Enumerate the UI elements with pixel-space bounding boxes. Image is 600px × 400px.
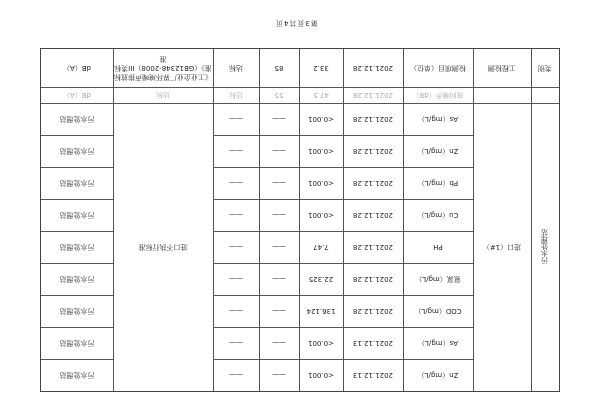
row-5-date: 2021.12.28 (352, 243, 394, 252)
header-project: 工程检测 (488, 64, 516, 73)
row-divider (213, 263, 473, 264)
row-5-judgement: —— (229, 243, 243, 252)
header-item: 检测项目（单位） (410, 64, 466, 73)
column-divider (343, 49, 344, 391)
row-3-item: Pb（mg/L） (417, 179, 459, 188)
row-5-item: PH (433, 243, 443, 252)
row-2-judgement: —— (229, 147, 243, 156)
row-divider (41, 87, 559, 88)
row-9-result: <0.001 (308, 371, 334, 380)
row-3-result: <0.001 (308, 179, 334, 188)
row-divider (41, 199, 113, 200)
row-7-date: 2021.12.28 (352, 307, 394, 316)
row-1-judgement: —— (229, 115, 243, 124)
row-9-limit: —— (272, 371, 286, 380)
header-category: 类别 (538, 64, 552, 73)
inspection-table (40, 48, 560, 392)
column-divider (259, 49, 260, 391)
row-5-limit: —— (272, 243, 286, 252)
row-9-remark: 污水处理站 (59, 371, 95, 380)
row-7-item: COD（mg/L） (414, 307, 462, 316)
row-8-limit: —— (272, 339, 286, 348)
column-divider (403, 49, 404, 391)
column-divider (113, 49, 114, 391)
row-8-item: As（mg/L） (418, 339, 458, 348)
faint-limit: 55 (274, 91, 284, 100)
row-7-limit: —— (272, 307, 286, 316)
standard-note: 进口不执行标准 (138, 243, 188, 252)
faint-item: 夜间噪声（dB） (412, 91, 464, 100)
faint-result: 47.5 (313, 91, 329, 100)
row-7-result: 136.124 (306, 307, 336, 316)
row-2-date: 2021.12.28 (352, 147, 394, 156)
row-6-limit: —— (272, 275, 286, 284)
row-4-remark: 污水处理站 (59, 211, 95, 220)
row-3-remark: 污水处理站 (59, 179, 95, 188)
row-5-result: 7.47 (313, 243, 329, 252)
row-divider (213, 199, 473, 200)
row-4-limit: —— (272, 211, 286, 220)
row-9-date: 2021.12.13 (352, 371, 394, 380)
row-6-judgement: —— (229, 275, 243, 284)
row-4-result: <0.001 (308, 211, 334, 220)
row-2-remark: 污水处理站 (59, 147, 95, 156)
row-3-limit: —— (272, 179, 286, 188)
column-divider (473, 49, 474, 391)
page-number-label: 第3页共4页 (275, 19, 318, 27)
faint-judgement: 达标 (229, 91, 243, 100)
row-divider (41, 359, 113, 360)
row-6-result: 22.325 (308, 275, 334, 284)
column-divider (299, 49, 300, 391)
row-divider (213, 295, 473, 296)
row-1-limit: —— (272, 115, 286, 124)
row-4-item: Cu（mg/L） (417, 211, 459, 220)
row-divider (41, 103, 559, 104)
row-divider (213, 359, 473, 360)
outlet-label: 进口（1#） (482, 243, 522, 252)
row-divider (41, 231, 113, 232)
row-1-date: 2021.12.28 (352, 115, 394, 124)
header-standard: 《工业企业厂界环境噪声排放标准》（GB12348-2008）III类标准 (114, 55, 212, 82)
header-result: 33.2 (313, 64, 329, 73)
row-2-limit: —— (272, 147, 286, 156)
row-divider (41, 135, 113, 136)
row-7-judgement: —— (229, 307, 243, 316)
row-divider (41, 263, 113, 264)
row-3-date: 2021.12.28 (352, 179, 394, 188)
row-divider (41, 167, 113, 168)
row-divider (213, 135, 473, 136)
header-judgement: 达标 (229, 64, 243, 73)
header-limit: 85 (274, 64, 284, 73)
row-9-item: Zn（mg/L） (417, 371, 459, 380)
faint-standard: 达标 (156, 91, 170, 100)
row-3-judgement: —— (229, 179, 243, 188)
row-divider (213, 231, 473, 232)
row-divider (213, 167, 473, 168)
row-4-judgement: —— (229, 211, 243, 220)
row-2-result: <0.001 (308, 147, 334, 156)
faint-unit: dB（A） (62, 91, 92, 100)
row-4-date: 2021.12.28 (352, 211, 394, 220)
row-divider (41, 327, 113, 328)
row-6-remark: 污水处理站 (59, 275, 95, 284)
row-8-judgement: —— (229, 339, 243, 348)
row-8-date: 2021.12.13 (352, 339, 394, 348)
row-divider (213, 327, 473, 328)
header-date: 2021.12.28 (352, 64, 394, 73)
column-divider (531, 49, 532, 391)
faint-date: 2021.12.28 (352, 91, 394, 100)
row-5-remark: 污水处理站 (59, 243, 95, 252)
row-6-date: 2021.12.28 (352, 275, 394, 284)
row-1-result: <0.001 (308, 115, 334, 124)
row-6-item: 氨氮（mg/L） (415, 275, 461, 284)
row-7-remark: 污水处理站 (59, 307, 95, 316)
row-2-item: Zn（mg/L） (417, 147, 459, 156)
column-divider (213, 49, 214, 391)
row-9-judgement: —— (229, 371, 243, 380)
row-1-item: As（mg/L） (418, 115, 458, 124)
header-unit: dB（A） (62, 64, 92, 73)
row-8-result: <0.001 (308, 339, 334, 348)
side-category: 污水处理站 (540, 229, 549, 265)
row-8-remark: 污水处理站 (59, 339, 95, 348)
row-1-remark: 污水处理站 (59, 115, 95, 124)
row-divider (41, 295, 113, 296)
